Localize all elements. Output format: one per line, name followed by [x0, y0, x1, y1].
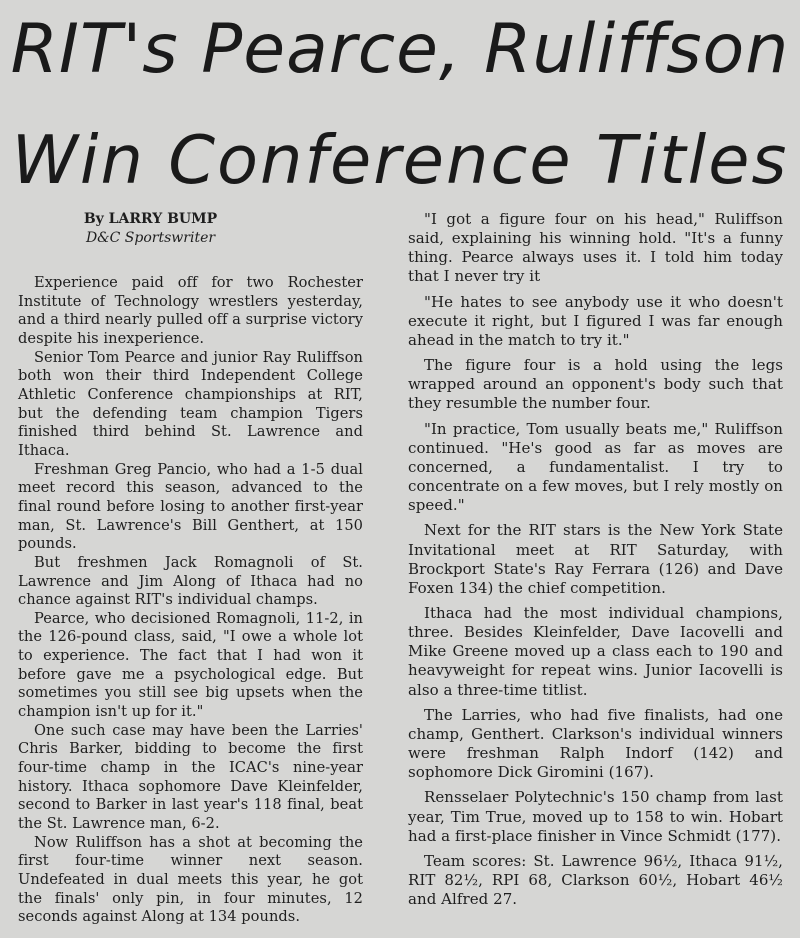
headline-line-1: RIT's Pearce, Ruliffson [10, 10, 790, 89]
article-paragraph: Pearce, who decisioned Romagnoli, 11-2, in the 126-pound class, said, "I owe a whole lot to experience. The fact that I had won it before gave me a psychological edge. But sometimes you still see big upsets when the champion isn't up for it." [18, 609, 363, 721]
article-paragraph: Now Ruliffson has a shot at becoming the first four-time winner next season. Undefeated in dual meets this year, he got the finals' only pin, in four minutes, 12 seconds against Along at 134 pounds. [18, 833, 363, 926]
article-paragraph: The Larries, who had five finalists, had one champ, Genthert. Clarkson's individual winners were freshman Ralph Indorf (142) and sophomore Dick Giromini (167). [408, 705, 783, 782]
right-column [408, 210, 783, 915]
article-paragraph: Rensselaer Polytechnic's 150 champ from last year, Tim True, moved up to 158 to win. Hobart had a first-place finisher in Vince Schmidt (177). [408, 788, 783, 845]
article-paragraph: One such case may have been the Larries' Chris Barker, bidding to become the first four-time champ in the ICAC's nine-year history. Ithaca sophomore Dave Kleinfelder, second to Barker in last year's 118 final, beat the St. Lawrence man, 6-2. [18, 721, 363, 833]
article-paragraph: "He hates to see anybody use it who doesn't execute it right, but I figured I was far enough ahead in the match to try it." [408, 292, 783, 349]
article-paragraph: "I got a figure four on his head," Ruliffson said, explaining his winning hold. "It's a funny thing. Pearce always uses it. I told him today that I never try it [408, 210, 783, 286]
article-paragraph: Freshman Greg Pancio, who had a 1-5 dual meet record this season, advanced to the final round before losing to another first-year man, St. Lawrence's Bill Genthert, at 150 pounds. [18, 460, 363, 553]
byline-role: D&C Sportswriter [85, 230, 216, 246]
article-paragraph: Team scores: St. Lawrence 96½, Ithaca 91½, RIT 82½, RPI 68, Clarkson 60½, Hobart 46½ and Alfred 27. [408, 851, 783, 909]
byline-author: By LARRY BUMP [83, 211, 218, 227]
byline [0, 210, 363, 248]
article-paragraph: Next for the RIT stars is the New York State Invitational meet at RIT Saturday, with Brockport State's Ray Ferrara (126) and Dave Foxen 134) the chief competition. [408, 521, 783, 597]
article-paragraph: Senior Tom Pearce and junior Ray Ruliffson both won their third Independent College Athletic Conference championships at RIT, but the defending team champion Tigers finished third behind St. Lawrence and Ithaca. [18, 348, 363, 459]
article-paragraph: Experience paid off for two Rochester Institute of Technology wrestlers yesterday, and a third nearly pulled off a surprise victory despite his inexperience. [18, 274, 363, 347]
headline-line-2: Win Conference Titles [11, 121, 789, 199]
article-paragraph: But freshmen Jack Romagnoli of St. Lawrence and Jim Along of Ithaca had no chance against RIT's individual champs. [18, 553, 363, 609]
left-column [18, 210, 363, 927]
article-paragraph: Ithaca had the most individual champions, three. Besides Kleinfelder, Dave Iacovelli and Mike Greene moved up a class each to 190 and heavyweight for repeat wins. Junior Iacovelli is also a three-time titlist. [408, 603, 783, 699]
article-paragraph: "In practice, Tom usually beats me," Ruliffson continued. "He's good as far as moves are concerned, a fundamentalist. I try to concentrate on a few moves, but I rely mostly on speed." [408, 419, 783, 515]
article-paragraph: The figure four is a hold using the legs wrapped around an opponent's body such that they resumble the number four. [408, 356, 783, 413]
